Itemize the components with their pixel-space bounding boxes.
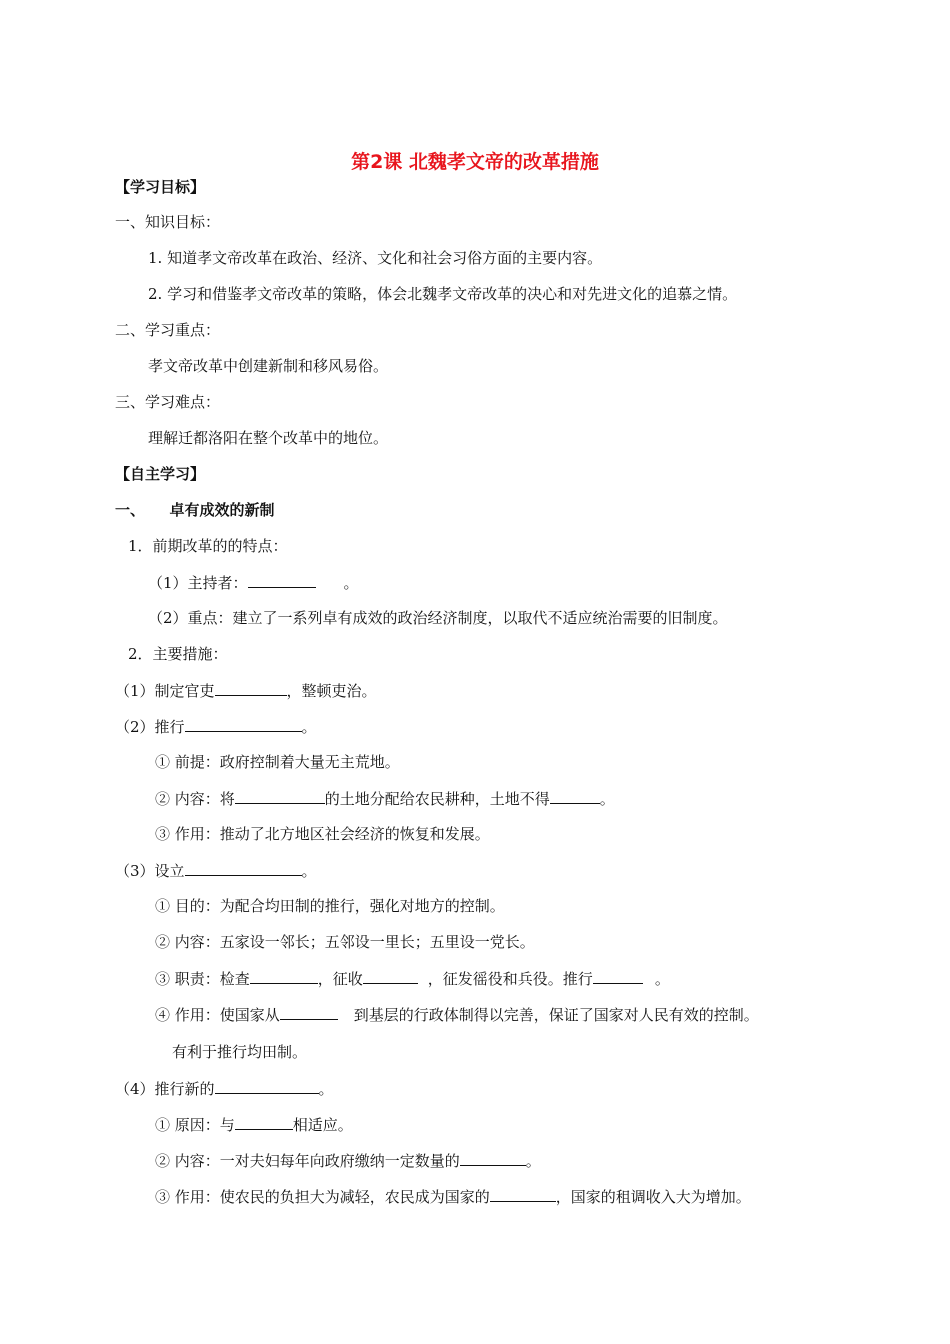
measure-4-reason-2: 相适应。 <box>292 1116 353 1134</box>
key-points-text: 孝文帝改革中创建新制和移风易俗。 <box>148 357 389 375</box>
measure-4-content <box>155 1150 541 1171</box>
measure-3 <box>115 860 317 881</box>
measure-4-content-1: ② 内容：一对夫妇每年向政府缴纳一定数量的 <box>155 1152 460 1170</box>
measure-2-post: 。 <box>301 718 317 736</box>
q2-title: 2．主要措施： <box>128 645 228 663</box>
section-heading-self-study: 【自主学习】 <box>115 465 206 483</box>
part1-number: 一、 <box>115 501 146 519</box>
measure-2-content-mid: 的土地分配给农民耕种，土地不得 <box>324 790 550 808</box>
q1-host-end: 。 <box>343 574 359 592</box>
blank-three-chiefs[interactable] <box>185 860 302 876</box>
measure-3-content: ② 内容：五家设一邻长；五邻设一里长；五里设一党长。 <box>155 933 535 951</box>
measure-1 <box>115 680 377 701</box>
goal-item-2: 2. 学习和借鉴孝文帝改革的策略，体会北魏孝文帝改革的决心和对先进文化的追慕之情。 <box>148 285 738 303</box>
measure-3-duty <box>155 968 670 989</box>
measure-4 <box>115 1078 334 1099</box>
measure-4-reason <box>155 1114 353 1135</box>
blank-land-system[interactable] <box>185 716 302 732</box>
measure-4-reason-1: ① 原因：与 <box>155 1116 235 1134</box>
measure-3-effect-2: 到基层的行政体制得以完善，保证了国家对人民有效的控制。 <box>353 1006 759 1024</box>
blank-central[interactable] <box>280 1004 338 1020</box>
blank-check[interactable] <box>250 968 318 984</box>
measure-3-duty-2: ，征收 <box>317 970 363 988</box>
measure-4-effect-2: ，国家的租调收入大为增加。 <box>555 1188 751 1206</box>
measure-4-effect <box>155 1186 751 1207</box>
measure-3-post: 。 <box>301 862 317 880</box>
measure-3-duty-4: 。 <box>654 970 670 988</box>
section-heading-learning-goals: 【学习目标】 <box>115 178 206 196</box>
blank-collect[interactable] <box>363 968 418 984</box>
measure-4-pre: （4）推行新的 <box>115 1080 215 1098</box>
page-title: 第2课 北魏孝文帝的改革措施 <box>351 151 599 173</box>
measure-3-pre: （3）设立 <box>115 862 185 880</box>
measure-4-content-2: 。 <box>525 1152 541 1170</box>
measure-2-pre: （2）推行 <box>115 718 185 736</box>
measure-3-duty-3: ，征发徭役和兵役。推行 <box>427 970 593 988</box>
measure-3-effect <box>155 1004 759 1025</box>
blank-status[interactable] <box>490 1186 556 1202</box>
blank-tax-system[interactable] <box>215 1078 319 1094</box>
blank-land-trade[interactable] <box>550 788 600 804</box>
measure-2-content-pre: ② 内容：将 <box>155 790 235 808</box>
key-points-label: 二、学习重点： <box>115 321 221 339</box>
measure-4-post: 。 <box>318 1080 334 1098</box>
measure-2-effect: ③ 作用：推动了北方地区社会经济的恢复和发展。 <box>155 825 490 843</box>
blank-official-law[interactable] <box>215 680 287 696</box>
measure-1-post: ，整顿吏治。 <box>286 682 377 700</box>
measure-2-content <box>155 788 615 809</box>
blank-pay[interactable] <box>460 1150 526 1166</box>
measure-2-content-post: 。 <box>599 790 615 808</box>
part1-title: 卓有成效的新制 <box>169 501 275 519</box>
blank-host[interactable] <box>248 572 316 588</box>
blank-implement[interactable] <box>593 968 643 984</box>
measure-2 <box>115 716 317 737</box>
blank-match[interactable] <box>235 1114 293 1130</box>
measure-3-effect-1: ④ 作用：使国家从 <box>155 1006 280 1024</box>
q1-title: 1．前期改革的的特点： <box>128 537 288 555</box>
measure-3-duty-1: ③ 职责：检查 <box>155 970 250 988</box>
blank-land-owner[interactable] <box>235 788 325 804</box>
difficult-points-label: 三、学习难点： <box>115 393 221 411</box>
part1-heading <box>115 500 275 520</box>
measure-4-effect-1: ③ 作用：使农民的负担大为减轻，农民成为国家的 <box>155 1188 490 1206</box>
q1-answer-host <box>148 572 359 593</box>
measure-3-effect-cont: 有利于推行均田制。 <box>172 1043 308 1061</box>
goal-item-1: 1. 知道孝文帝改革在政治、经济、文化和社会习俗方面的主要内容。 <box>148 249 603 267</box>
q1-answer-focus: （2）重点：建立了一系列卓有成效的政治经济制度，以取代不适应统治需要的旧制度。 <box>148 609 728 627</box>
measure-1-pre: （1）制定官吏 <box>115 682 215 700</box>
q1-host-label: （1）主持者： <box>148 574 248 592</box>
measure-3-purpose: ① 目的：为配合均田制的推行，强化对地方的控制。 <box>155 897 505 915</box>
difficult-points-text: 理解迁都洛阳在整个改革中的地位。 <box>148 429 389 447</box>
measure-2-premise: ① 前提：政府控制着大量无主荒地。 <box>155 753 400 771</box>
knowledge-goals-label: 一、知识目标： <box>115 213 221 231</box>
